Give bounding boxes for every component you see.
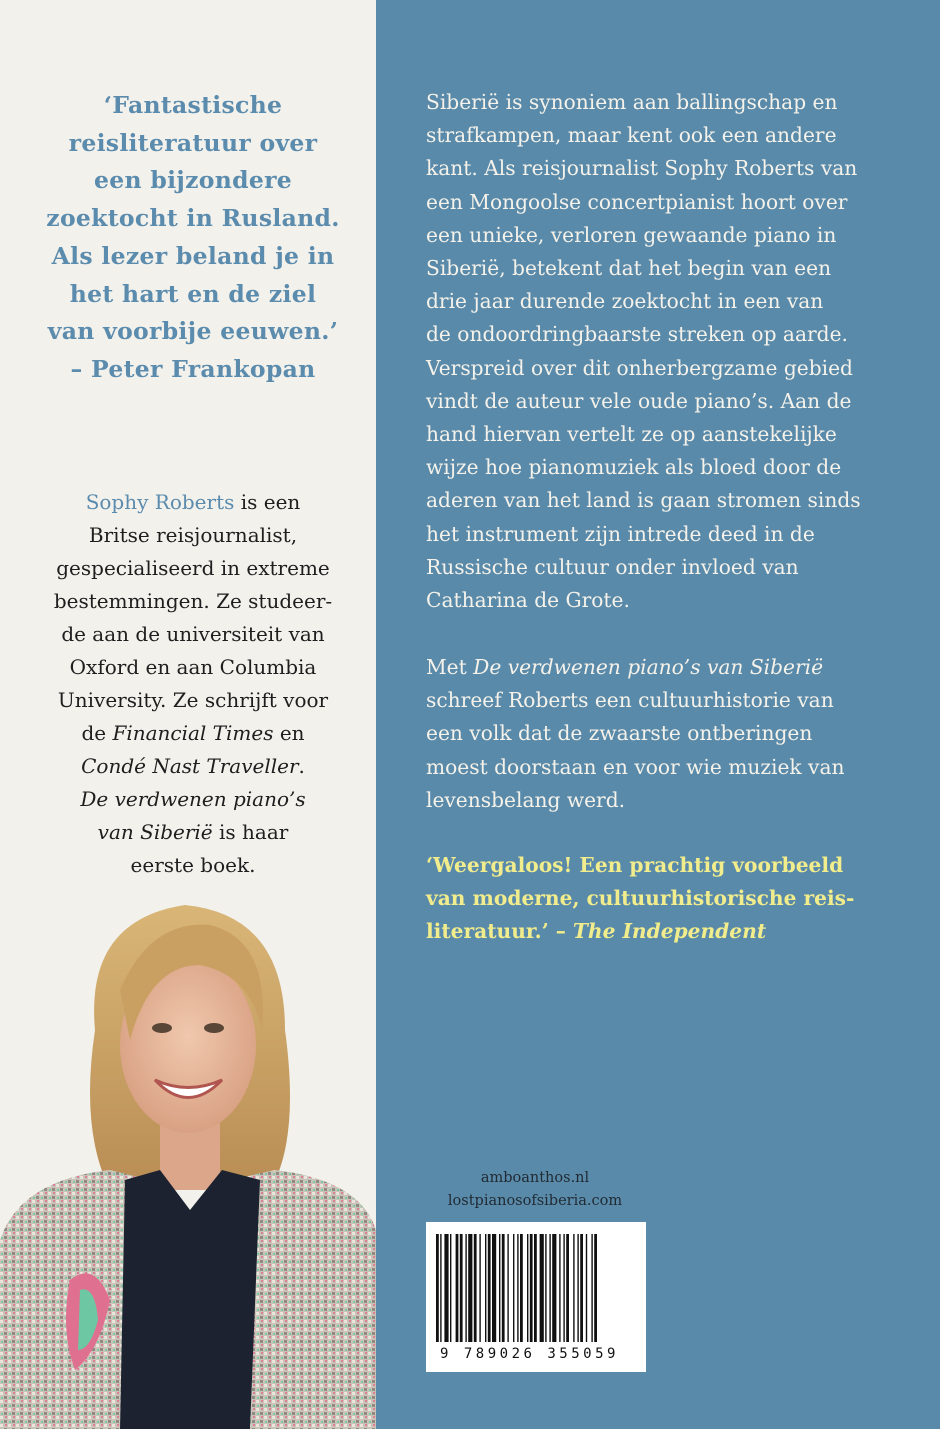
description-line: Catharina de Grote. <box>426 588 630 613</box>
description-line <box>426 651 916 684</box>
barcode-bar <box>545 1234 546 1342</box>
barcode-bar <box>450 1234 451 1342</box>
bio-line: Oxford en aan Columbia <box>69 655 317 679</box>
barcode-bar <box>440 1234 441 1342</box>
barcode-bar <box>573 1234 574 1342</box>
description-line: aderen van het land is gaan stromen sinds <box>426 488 861 513</box>
review-source: The Independent <box>572 919 767 944</box>
barcode <box>426 1222 646 1372</box>
description-line: een Mongoolse concertpianist hoort over <box>426 189 848 214</box>
bio-italic: Condé Nast Traveller <box>81 754 299 778</box>
review-quote <box>426 849 916 949</box>
quote-line: ‘Fantastische <box>103 91 283 119</box>
quote-line: een bijzondere <box>93 166 293 195</box>
right-panel <box>376 0 940 1429</box>
bio-text: de <box>81 721 113 745</box>
barcode-bar <box>591 1234 592 1342</box>
website-link[interactable]: lostpianosofsiberia.com <box>447 1193 623 1209</box>
quote-line: reisliteratuur over <box>68 128 318 157</box>
book-description <box>426 86 916 617</box>
book-description-paragraph-2 <box>426 651 916 817</box>
bio-line: bestemmingen. Ze studeer- <box>53 589 333 613</box>
bio-line: University. Ze schrijft voor <box>57 688 329 712</box>
barcode-bar <box>485 1234 486 1342</box>
barcode-bar <box>559 1234 560 1342</box>
description-line: Russische cultuur onder invloed van <box>426 554 799 579</box>
bio-line <box>28 750 358 783</box>
bio-italic: van Siberië <box>97 820 213 844</box>
barcode-bar <box>566 1234 569 1342</box>
description-line: Verspreid over dit onherbergzame gebied <box>426 355 853 380</box>
barcode-bar <box>530 1234 533 1342</box>
description-line: wijze hoe pianomuziek als bloed door de <box>426 455 842 480</box>
barcode-bar <box>552 1234 556 1342</box>
bio-text: is een <box>234 490 301 514</box>
description-line: vindt de auteur vele oude piano’s. Aan de <box>426 388 852 413</box>
bio-line <box>28 816 358 849</box>
bio-line <box>28 783 358 816</box>
description-line: Siberië is synoniem aan ballingschap en <box>426 90 838 114</box>
bio-text: is haar <box>212 820 289 844</box>
barcode-bar <box>507 1234 508 1342</box>
description-line: een unieke, verloren gewaande piano in <box>426 222 837 247</box>
description-line: moest doorstaan en voor wie muziek van <box>426 754 845 779</box>
barcode-bar <box>513 1234 514 1342</box>
quote-attribution: – Peter Frankopan <box>70 354 316 383</box>
bio-italic: De verdwenen piano’s <box>80 787 306 811</box>
bio-text: . <box>298 754 305 778</box>
barcode-bar <box>563 1234 564 1342</box>
bio-italic: Financial Times <box>112 721 274 745</box>
barcode-bar <box>577 1234 578 1342</box>
bio-line: eerste boek. <box>130 853 256 877</box>
barcode-bar <box>549 1234 550 1342</box>
bio-line <box>28 486 358 519</box>
description-line: drie jaar durende zoektocht in een van <box>426 289 824 314</box>
description-line: de ondoordringbaarste streken op aarde. <box>426 322 848 347</box>
description-line: hand hiervan vertelt ze op aanstekelijke <box>426 422 837 447</box>
barcode-bar <box>460 1234 463 1342</box>
book-title-italic: De verdwenen piano’s van Siberië <box>473 655 824 679</box>
barcode-bar <box>527 1234 528 1342</box>
bio-line <box>28 717 358 750</box>
barcode-bar <box>479 1234 480 1342</box>
barcode-bar <box>444 1234 448 1342</box>
quote-line: Als lezer beland je in <box>51 241 335 270</box>
isbn-number: 9 789026 355059 <box>440 1346 619 1362</box>
barcode-bar <box>540 1234 544 1342</box>
barcode-bar <box>492 1234 496 1342</box>
barcode-bar <box>499 1234 500 1342</box>
barcode-bar <box>594 1234 597 1342</box>
barcode-bar <box>436 1234 439 1342</box>
endorsement-quote <box>28 87 358 389</box>
left-panel <box>0 0 376 1429</box>
description-line: een volk dat de zwaarste ontberingen <box>426 721 813 746</box>
bio-text: en <box>273 721 305 745</box>
websites <box>430 1167 640 1213</box>
review-line: ‘Weergaloos! Een prachtig voorbeeld <box>426 853 844 877</box>
barcode-bar <box>534 1234 537 1342</box>
quote-line: het hart en de ziel <box>69 279 317 308</box>
bio-line: Britse reisjournalist, <box>88 523 298 547</box>
description-line: schreef Roberts een cultuurhistorie van <box>426 688 834 713</box>
barcode-bar <box>468 1234 472 1342</box>
description-line: kant. Als reisjournalist Sophy Roberts van <box>426 156 858 181</box>
barcode-bar <box>580 1234 583 1342</box>
description-line: strafkampen, maar kent ook een andere <box>426 123 837 148</box>
barcode-bar <box>517 1234 518 1342</box>
barcode-bar <box>520 1234 523 1342</box>
author-bio <box>28 486 358 882</box>
description-line: Siberië, betekent dat het begin van een <box>426 256 832 281</box>
description-line: het instrument zijn intrede deed in de <box>426 521 815 546</box>
review-text: literatuur.’ – <box>426 919 573 944</box>
bio-line: gespecialiseerd in extreme <box>56 556 330 580</box>
author-name: Sophy Roberts <box>85 490 235 514</box>
description-text: Met <box>426 655 474 679</box>
quote-line: zoektocht in Rusland. <box>46 204 340 233</box>
barcode-bar <box>502 1234 505 1342</box>
barcode-bar <box>465 1234 466 1342</box>
review-line: van moderne, cultuurhistorische reis- <box>426 886 855 911</box>
quote-line: van voorbije eeuwen.’ <box>47 317 339 346</box>
description-line: levensbelang werd. <box>426 787 626 812</box>
review-line <box>426 915 916 948</box>
bio-line: de aan de universiteit van <box>61 622 325 646</box>
barcode-bar <box>474 1234 477 1342</box>
website-link[interactable]: amboanthos.nl <box>480 1170 590 1186</box>
barcode-bar <box>456 1234 459 1342</box>
barcode-bar <box>488 1234 491 1342</box>
author-photo <box>0 880 376 1429</box>
barcode-bar <box>586 1234 587 1342</box>
